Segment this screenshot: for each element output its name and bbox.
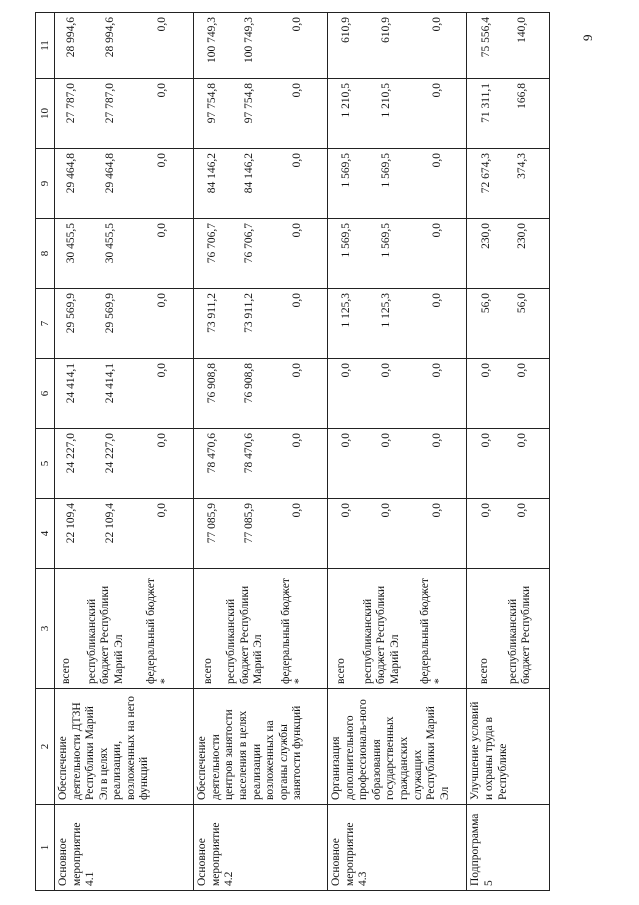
amount-value: 0,0 bbox=[380, 363, 393, 378]
measure-code-text: Основное мероприятие 4.3 bbox=[330, 822, 370, 886]
year-amount-cell bbox=[194, 149, 328, 219]
year-amount-cell bbox=[328, 289, 467, 359]
amount-value: 1 125,3 bbox=[380, 293, 393, 328]
year-amount-cell bbox=[328, 79, 467, 149]
year-amount-cell bbox=[467, 149, 550, 219]
measure-code bbox=[467, 805, 550, 891]
page-number: 9 bbox=[580, 34, 595, 41]
year-amount-cell bbox=[55, 13, 194, 79]
amount-value: 1 210,5 bbox=[380, 83, 393, 118]
amount-value: 0,0 bbox=[340, 363, 353, 378]
measure-name-text: Улучшение условий и охраны труда в Республике bbox=[469, 701, 509, 800]
amount-value: 1 569,5 bbox=[380, 153, 393, 188]
amount-value: 0,0 bbox=[516, 363, 529, 378]
column-number: 4 bbox=[36, 499, 55, 569]
column-number: 5 bbox=[36, 429, 55, 499]
funding-source-label: всего bbox=[335, 658, 348, 684]
amount-value: 73 911,2 bbox=[205, 293, 218, 333]
amount-value: 374,3 bbox=[516, 153, 529, 179]
amount-value: 0,0 bbox=[156, 363, 169, 378]
year-amount-cell bbox=[328, 219, 467, 289]
amount-value: 100 749,3 bbox=[205, 17, 218, 63]
amount-value: 0,0 bbox=[156, 153, 169, 168]
funding-source-label: всего bbox=[477, 658, 490, 684]
funding-source-cell bbox=[194, 569, 328, 689]
measure-code bbox=[328, 805, 467, 891]
year-amount-cell bbox=[467, 79, 550, 149]
amount-value: 72 674,3 bbox=[480, 153, 493, 194]
year-amount-cell bbox=[194, 219, 328, 289]
funding-source-label: федеральный бюджет * bbox=[279, 578, 306, 684]
year-amount-cell bbox=[55, 359, 194, 429]
amount-value: 22 109,4 bbox=[64, 503, 77, 544]
funding-source-label: республиканский бюджет Республики Марий Эл bbox=[361, 585, 401, 684]
amount-value: 230,0 bbox=[480, 223, 493, 249]
amount-value: 0,0 bbox=[290, 83, 303, 98]
amount-value: 610,9 bbox=[380, 17, 393, 43]
year-amount-cell bbox=[328, 149, 467, 219]
amount-value: 77 085,9 bbox=[205, 503, 218, 544]
amount-value: 0,0 bbox=[380, 433, 393, 448]
year-amount-cell bbox=[194, 499, 328, 569]
funding-source-label: всего bbox=[201, 658, 214, 684]
measure-name bbox=[328, 689, 467, 805]
amount-value: 0,0 bbox=[156, 433, 169, 448]
amount-value: 0,0 bbox=[290, 17, 303, 32]
amount-value: 0,0 bbox=[430, 503, 443, 518]
amount-value: 24 227,0 bbox=[64, 433, 77, 474]
amount-value: 24 227,0 bbox=[103, 433, 116, 474]
year-amount-cell bbox=[467, 219, 550, 289]
amount-value: 28 994,6 bbox=[103, 17, 116, 58]
amount-value: 77 085,9 bbox=[242, 503, 255, 544]
amount-value: 0,0 bbox=[156, 503, 169, 518]
year-amount-cell bbox=[55, 429, 194, 499]
measure-code-text: Основное мероприятие 4.1 bbox=[57, 822, 97, 886]
year-amount-cell bbox=[194, 79, 328, 149]
year-amount-cell bbox=[467, 499, 550, 569]
amount-value: 76 908,8 bbox=[242, 363, 255, 404]
amount-value: 100 749,3 bbox=[242, 17, 255, 63]
amount-value: 97 754,8 bbox=[205, 83, 218, 124]
amount-value: 28 994,6 bbox=[64, 17, 77, 58]
amount-value: 166,8 bbox=[516, 83, 529, 109]
column-number: 7 bbox=[36, 289, 55, 359]
amount-value: 84 146,2 bbox=[205, 153, 218, 194]
column-number: 11 bbox=[36, 13, 55, 79]
column-number-row bbox=[36, 13, 55, 891]
amount-value: 29 464,8 bbox=[64, 153, 77, 194]
funding-source-label: федеральный бюджет * bbox=[419, 578, 445, 684]
amount-value: 0,0 bbox=[480, 433, 493, 448]
amount-value: 76 706,7 bbox=[242, 223, 255, 264]
amount-value: 140,0 bbox=[516, 17, 529, 43]
amount-value: 56,0 bbox=[480, 293, 493, 314]
amount-value: 30 455,5 bbox=[64, 223, 77, 264]
amount-value: 0,0 bbox=[156, 223, 169, 238]
amount-value: 78 470,6 bbox=[242, 433, 255, 474]
amount-value: 0,0 bbox=[340, 503, 353, 518]
amount-value: 22 109,4 bbox=[103, 503, 116, 544]
amount-value: 0,0 bbox=[340, 433, 353, 448]
amount-value: 0,0 bbox=[156, 83, 169, 98]
amount-value: 0,0 bbox=[156, 293, 169, 308]
year-amount-cell bbox=[467, 359, 550, 429]
amount-value: 24 414,1 bbox=[103, 363, 116, 404]
table-row bbox=[194, 13, 328, 891]
funding-source-cell bbox=[328, 569, 467, 689]
amount-value: 29 569,9 bbox=[64, 293, 77, 334]
amount-value: 0,0 bbox=[290, 153, 303, 168]
year-amount-cell bbox=[467, 429, 550, 499]
amount-value: 0,0 bbox=[380, 503, 393, 518]
measure-name bbox=[194, 689, 328, 805]
amount-value: 0,0 bbox=[430, 83, 443, 98]
year-amount-cell bbox=[328, 499, 467, 569]
amount-value: 76 706,7 bbox=[205, 223, 218, 264]
amount-value: 0,0 bbox=[430, 293, 443, 308]
funding-source-label: республиканский бюджет Республики Марий Эл bbox=[224, 585, 265, 684]
column-number: 8 bbox=[36, 219, 55, 289]
table-row bbox=[328, 13, 467, 891]
amount-value: 0,0 bbox=[430, 17, 443, 32]
measure-name-text: Обеспечение деятельности центров занятости населения в целях реализации возложенных на органы службы занятости функций bbox=[196, 705, 304, 800]
amount-value: 1 569,5 bbox=[340, 223, 353, 258]
measure-code bbox=[194, 805, 328, 891]
year-amount-cell bbox=[328, 429, 467, 499]
year-amount-cell bbox=[55, 219, 194, 289]
amount-value: 0,0 bbox=[430, 433, 443, 448]
amount-value: 0,0 bbox=[290, 363, 303, 378]
amount-value: 0,0 bbox=[290, 433, 303, 448]
measure-name-text: Обеспечение деятельности ДТЗН Республики Марий Эл в целях реализации, возложенных на него функций bbox=[57, 696, 151, 800]
amount-value: 0,0 bbox=[290, 223, 303, 238]
table-row bbox=[467, 13, 550, 891]
funding-source-label: федеральный бюджет * bbox=[144, 578, 171, 684]
measure-name-text: Организация дополнительного профессиональ-ного образования государственных гражданских служащих Республики Марий Эл bbox=[330, 699, 451, 800]
measure-name bbox=[467, 689, 550, 805]
year-amount-cell bbox=[467, 13, 550, 79]
funding-source-label: республиканский бюджет Республики Марий Эл bbox=[85, 585, 125, 684]
funding-source-cell bbox=[55, 569, 194, 689]
year-amount-cell bbox=[467, 289, 550, 359]
amount-value: 1 569,5 bbox=[340, 153, 353, 188]
column-number: 2 bbox=[36, 689, 55, 805]
year-amount-cell bbox=[328, 359, 467, 429]
year-amount-cell bbox=[55, 149, 194, 219]
amount-value: 1 210,5 bbox=[340, 83, 353, 118]
amount-value: 1 125,3 bbox=[340, 293, 353, 328]
amount-value: 0,0 bbox=[290, 503, 303, 518]
amount-value: 0,0 bbox=[430, 363, 443, 378]
amount-value: 56,0 bbox=[516, 293, 529, 314]
amount-value: 75 556,4 bbox=[480, 17, 493, 58]
amount-value: 97 754,8 bbox=[242, 83, 255, 124]
year-amount-cell bbox=[194, 359, 328, 429]
amount-value: 76 908,8 bbox=[205, 363, 218, 404]
amount-value: 0,0 bbox=[430, 223, 443, 238]
year-amount-cell bbox=[55, 79, 194, 149]
funding-source-label: республиканский бюджет Республики bbox=[506, 585, 533, 684]
amount-value: 1 569,5 bbox=[380, 223, 393, 258]
amount-value: 24 414,1 bbox=[64, 363, 77, 404]
amount-value: 29 464,8 bbox=[103, 153, 116, 194]
column-number: 3 bbox=[36, 569, 55, 689]
amount-value: 610,9 bbox=[340, 17, 353, 43]
year-amount-cell bbox=[55, 499, 194, 569]
amount-value: 84 146,2 bbox=[242, 153, 255, 194]
amount-value: 0,0 bbox=[290, 293, 303, 308]
amount-value: 27 787,0 bbox=[64, 83, 77, 124]
column-number: 1 bbox=[36, 805, 55, 891]
amount-value: 0,0 bbox=[430, 153, 443, 168]
funding-source-cell bbox=[467, 569, 550, 689]
amount-value: 0,0 bbox=[516, 433, 529, 448]
measure-code-text: Подпрограмма 5 bbox=[469, 813, 496, 886]
table-row bbox=[55, 13, 194, 891]
year-amount-cell bbox=[55, 289, 194, 359]
amount-value: 230,0 bbox=[516, 223, 529, 249]
amount-value: 71 311,1 bbox=[480, 83, 493, 123]
amount-value: 78 470,6 bbox=[205, 433, 218, 474]
year-amount-cell bbox=[194, 13, 328, 79]
measure-name bbox=[55, 689, 194, 805]
amount-value: 0,0 bbox=[516, 503, 529, 518]
column-number: 9 bbox=[36, 149, 55, 219]
amount-value: 0,0 bbox=[156, 17, 169, 32]
funding-source-label: всего bbox=[60, 658, 73, 684]
year-amount-cell bbox=[328, 13, 467, 79]
amount-value: 0,0 bbox=[480, 363, 493, 378]
amount-value: 30 455,5 bbox=[103, 223, 116, 264]
year-amount-cell bbox=[194, 429, 328, 499]
amount-value: 73 911,2 bbox=[242, 293, 255, 333]
budget-table bbox=[35, 12, 550, 891]
amount-value: 29 569,9 bbox=[103, 293, 116, 334]
year-amount-cell bbox=[194, 289, 328, 359]
column-number: 10 bbox=[36, 79, 55, 149]
measure-code-text: Основное мероприятие 4.2 bbox=[196, 822, 236, 886]
amount-value: 27 787,0 bbox=[103, 83, 116, 124]
amount-value: 0,0 bbox=[480, 503, 493, 518]
column-number: 6 bbox=[36, 359, 55, 429]
measure-code bbox=[55, 805, 194, 891]
